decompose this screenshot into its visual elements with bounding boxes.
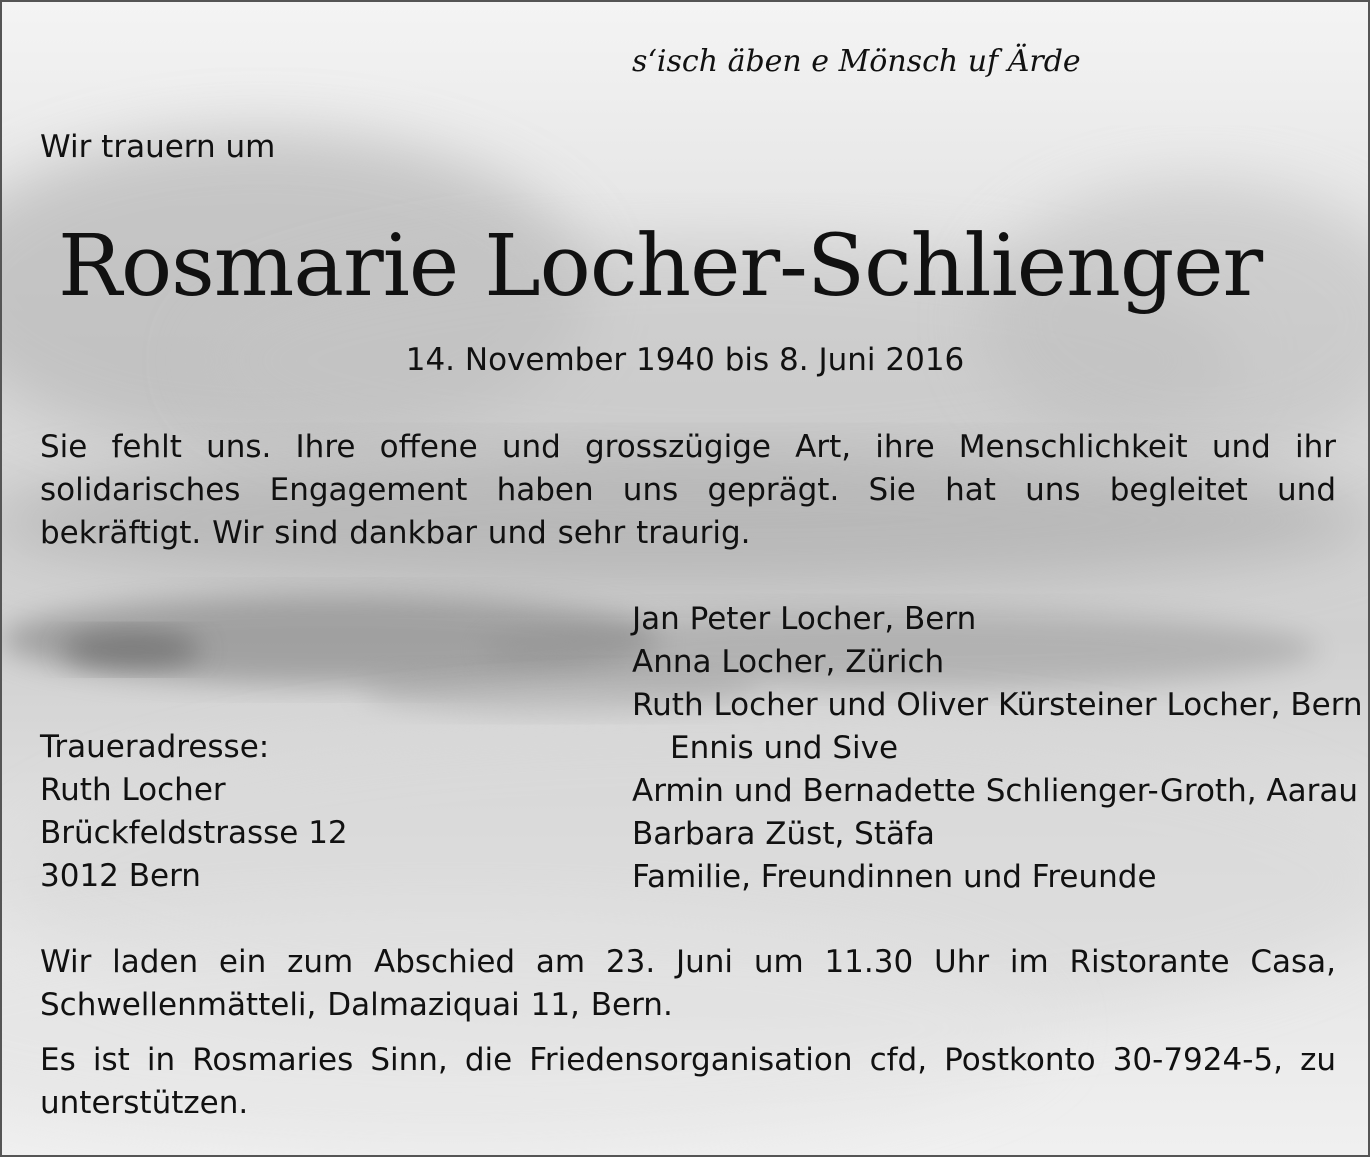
motto: s‘isch äben e Mönsch uf Ärde bbox=[632, 44, 1081, 79]
mourner-entry: Ruth Locher und Oliver Kürsteiner Locher, Bern bbox=[632, 687, 1363, 723]
address-city: 3012 Bern bbox=[40, 858, 201, 894]
mourner-entry: Barbara Züst, Stäfa bbox=[632, 816, 935, 852]
donation-paragraph: Es ist in Rosmaries Sinn, die Friedensorganisation cfd, Postkonto 30-7924-5, zu unterstützen. bbox=[40, 1042, 1336, 1121]
intro-line: Wir trauern um bbox=[40, 129, 276, 165]
address-street: Brückfeldstrasse 12 bbox=[40, 815, 348, 851]
farewell-paragraph: Wir laden ein zum Abschied am 23. Juni um 11.30 Uhr im Ristorante Casa, Schwellenmätteli, Dalmaziquai 11, Bern. bbox=[40, 944, 1336, 1023]
mourning-address bbox=[40, 726, 348, 898]
address-name: Ruth Locher bbox=[40, 772, 226, 808]
mourner-entry: Familie, Freundinnen und Freunde bbox=[632, 859, 1157, 895]
mourner-entry: Armin und Bernadette Schlienger-Groth, Aarau bbox=[632, 773, 1359, 809]
mourner-entry: Jan Peter Locher, Bern bbox=[632, 601, 977, 637]
tribute-paragraph: Sie fehlt uns. Ihre offene und grosszügige Art, ihre Menschlichkeit und ihr solidarisches Engagement haben uns geprägt. Sie hat uns begleitet und bekräftigt. Wir sind dankbar und sehr traurig. bbox=[40, 429, 1336, 551]
mourner-entry: Anna Locher, Zürich bbox=[632, 644, 945, 680]
deceased-name: Rosmarie Locher-Schlienger bbox=[58, 217, 1263, 316]
life-dates: 14. November 1940 bis 8. Juni 2016 bbox=[405, 342, 965, 378]
mourners-list bbox=[632, 598, 1363, 899]
address-label: Traueradresse: bbox=[40, 729, 270, 765]
mourner-entry: Ennis und Sive bbox=[670, 730, 899, 766]
